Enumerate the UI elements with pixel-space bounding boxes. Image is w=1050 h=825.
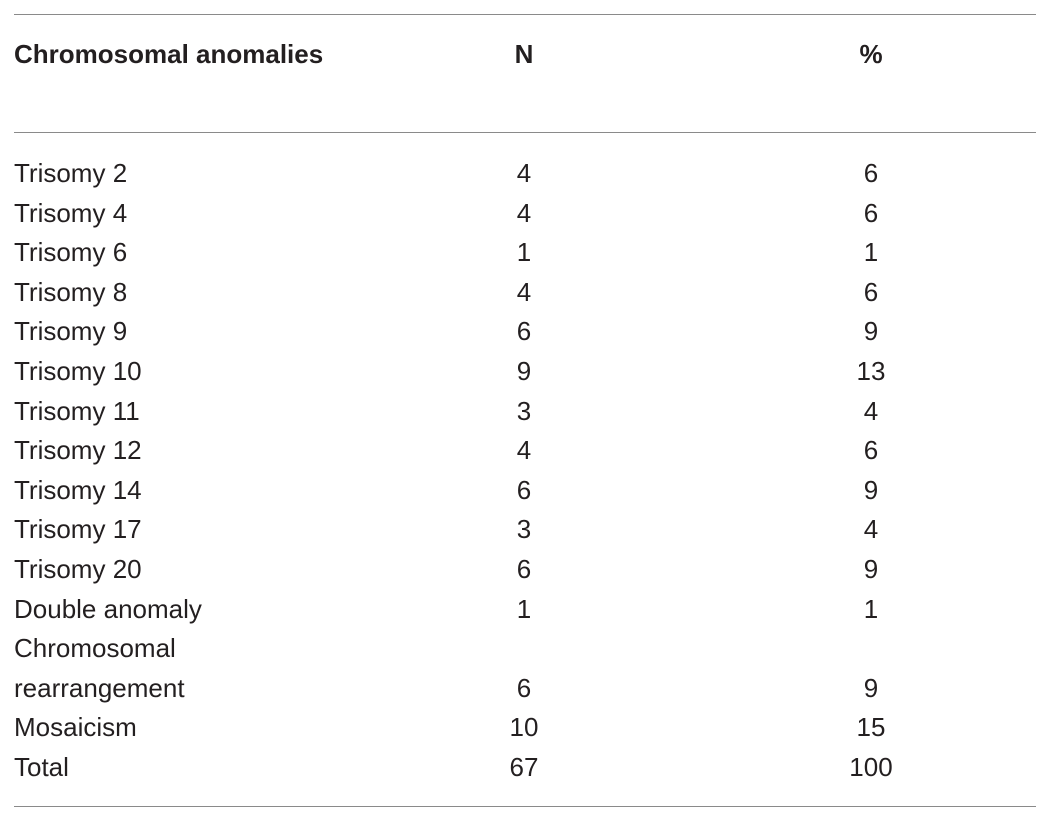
row-label: Trisomy 2: [14, 158, 128, 188]
row-n: 67: [509, 751, 539, 782]
row-n: 3: [516, 514, 532, 545]
table-row: [0, 431, 1050, 471]
row-label: Double anomaly: [14, 593, 202, 624]
row-n: 9: [516, 355, 532, 386]
table-row: [0, 708, 1050, 748]
row-label: Mosaicism: [14, 712, 137, 743]
table-row: [0, 629, 1050, 708]
row-label: Trisomy 8: [14, 276, 128, 307]
row-percent: 6: [863, 435, 879, 466]
row-label: Trisomy 9: [14, 316, 128, 347]
row-n: 4: [516, 276, 532, 307]
row-percent: 9: [863, 553, 879, 584]
table-row: [0, 273, 1050, 313]
table-row: [0, 590, 1050, 630]
row-label: Trisomy 17: [14, 514, 142, 545]
table-row: [0, 312, 1050, 352]
row-label: Trisomy 12: [14, 435, 142, 466]
row-percent: 6: [863, 276, 879, 307]
column-header-percent: %: [859, 39, 883, 69]
row-percent: 4: [863, 395, 879, 426]
row-percent: 9: [863, 672, 879, 703]
row-percent: 15: [856, 712, 886, 743]
row-n: 1: [516, 237, 532, 268]
row-percent: 1: [863, 593, 879, 624]
header-separator-rule: [14, 132, 1036, 133]
row-percent: 1: [863, 237, 879, 268]
table-row: [0, 510, 1050, 550]
row-n: 10: [509, 712, 539, 743]
row-percent: 13: [856, 355, 886, 386]
table-bottom-rule: [14, 806, 1036, 807]
row-percent: 9: [863, 316, 879, 347]
row-label: Trisomy 11: [14, 395, 140, 426]
row-label: Trisomy 14: [14, 474, 142, 505]
row-label: Trisomy 6: [14, 237, 128, 268]
row-n: 6: [516, 553, 532, 584]
row-n: 6: [516, 672, 532, 703]
table-row: [0, 194, 1050, 234]
row-percent: 100: [849, 751, 893, 782]
row-label: Total: [14, 751, 69, 782]
row-n: 6: [516, 474, 532, 505]
table-row: [0, 550, 1050, 590]
table-body: [0, 154, 1050, 788]
row-label: Chromosomal rearrangement: [14, 633, 185, 703]
row-label: Trisomy 4: [14, 197, 128, 228]
row-n: 4: [516, 158, 532, 188]
row-n: 1: [516, 593, 532, 624]
row-n: 4: [516, 435, 532, 466]
row-label: Trisomy 20: [14, 553, 142, 584]
row-n: 6: [516, 316, 532, 347]
row-n: 3: [516, 395, 532, 426]
row-n: 4: [516, 197, 532, 228]
table-row-total: [0, 748, 1050, 788]
column-header-n: N: [514, 39, 534, 69]
row-label: Trisomy 10: [14, 355, 142, 386]
row-percent: 9: [863, 474, 879, 505]
table-top-rule: [14, 14, 1036, 15]
table-row: [0, 233, 1050, 273]
table-row: [0, 392, 1050, 432]
table-row: [0, 352, 1050, 392]
row-percent: 4: [863, 514, 879, 545]
row-percent: 6: [863, 197, 879, 228]
table-row: [0, 471, 1050, 511]
row-percent: 6: [863, 158, 879, 188]
table-row: [0, 154, 1050, 194]
column-header-anomalies: Chromosomal anomalies: [14, 39, 324, 69]
